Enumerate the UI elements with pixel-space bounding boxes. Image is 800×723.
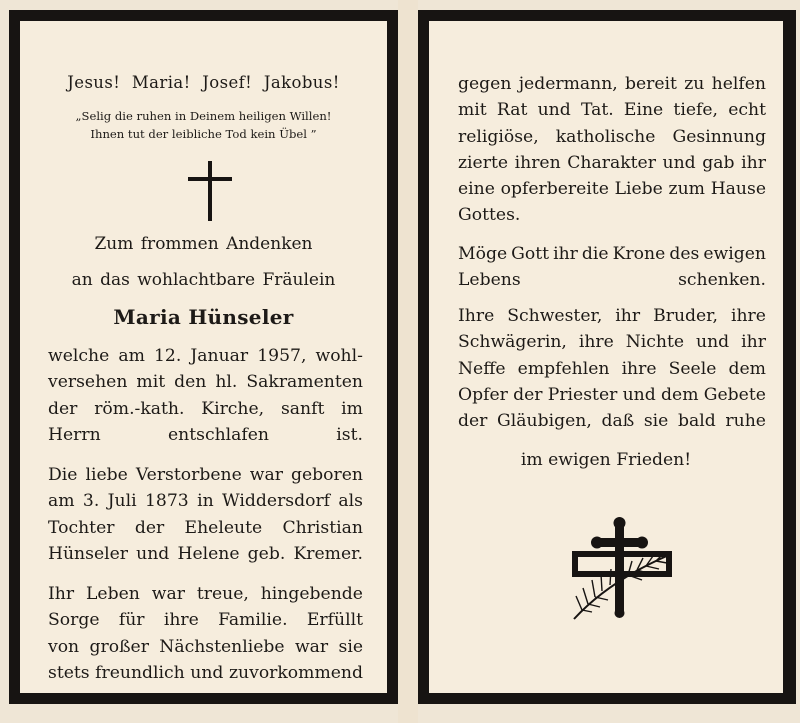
text-line	[458, 408, 766, 434]
text-line: Herrn entschlafen ist.	[48, 424, 363, 445]
word: Hünseler	[48, 543, 129, 564]
word: am	[48, 491, 75, 512]
word: der	[513, 384, 543, 405]
word: tiefe,	[673, 100, 718, 121]
intro-line: Zum frommen Andenken	[94, 234, 313, 254]
word: Schwägerin,	[458, 332, 567, 353]
word: 3.	[82, 491, 100, 512]
word: ihr	[615, 306, 641, 326]
word: der	[134, 517, 165, 538]
text-line	[48, 660, 363, 686]
scripture-quote	[50, 107, 357, 143]
word: religiöse,	[458, 126, 539, 147]
word: Widdersdorf	[222, 491, 331, 512]
word: und	[537, 100, 571, 121]
text-line: Gottes.	[458, 205, 521, 226]
word: ihre	[621, 358, 657, 379]
word: Januar	[190, 346, 249, 366]
word: in	[197, 491, 214, 512]
word: Sakramenten	[246, 372, 363, 393]
word: röm.-kath.	[94, 398, 185, 419]
text-line	[458, 97, 766, 123]
word: war	[151, 584, 185, 604]
word: treue,	[196, 584, 249, 604]
word: 12.	[153, 346, 182, 366]
text-line: Lebens schenken.	[458, 270, 766, 291]
invocation: Jesus! Maria! Josef! Jakobus!	[67, 73, 340, 92]
word: Möge	[458, 244, 508, 264]
word: Neffe	[458, 358, 506, 379]
word: ihren	[514, 152, 561, 173]
word: Schwester,	[507, 306, 603, 326]
word: für	[118, 610, 145, 631]
right-page	[418, 10, 796, 704]
word: Gott	[511, 244, 550, 264]
word: als	[338, 491, 363, 512]
word: ihr	[553, 244, 578, 264]
word: mit	[136, 372, 166, 393]
word: Juli	[107, 491, 137, 512]
word: Seele	[668, 358, 717, 379]
word: Bruder,	[653, 306, 718, 326]
closing-line: im ewigen Frieden!	[520, 450, 692, 470]
word: Krone	[612, 244, 666, 264]
word: Sorge	[48, 610, 100, 631]
word: Nichte	[625, 332, 685, 353]
word: großer	[89, 636, 149, 657]
quote-line: Ihnen tut der leibliche Tod kein Übel ”	[90, 127, 317, 141]
word: Ihr	[48, 584, 75, 604]
word: freundlich	[95, 662, 185, 683]
word: gegen	[458, 74, 512, 94]
latin-cross-icon	[188, 161, 232, 221]
paragraph-prayer	[458, 241, 766, 294]
word: dem	[661, 384, 699, 405]
word: Leben	[85, 584, 140, 604]
word: ihre	[730, 306, 766, 326]
word: und	[622, 384, 656, 405]
word: Ihre	[458, 306, 495, 326]
word: Gesinnung	[672, 126, 766, 147]
word: helfen	[711, 74, 766, 94]
text-line	[48, 369, 363, 395]
text-line	[458, 329, 766, 355]
word: Eine	[623, 100, 664, 121]
word: Familie.	[218, 610, 288, 631]
word: Rat	[496, 100, 528, 121]
word: versehen	[48, 372, 128, 393]
text-line	[48, 343, 363, 369]
paragraph-life	[48, 581, 363, 686]
word: und	[190, 662, 224, 683]
word: und	[696, 332, 730, 353]
word: Helene	[177, 543, 240, 564]
word: echt	[728, 100, 766, 121]
word: ihr	[741, 152, 766, 173]
word: bald	[678, 411, 716, 432]
word: 1873	[145, 491, 189, 512]
word: dem	[728, 358, 766, 379]
word: Erfüllt	[306, 610, 363, 631]
text-line	[48, 634, 363, 660]
word: sanft	[280, 398, 325, 419]
word: war	[249, 465, 283, 485]
word: Kirche,	[201, 398, 265, 419]
word: Nächstenliebe	[159, 636, 285, 657]
word: Charakter	[567, 152, 656, 173]
word: opferbereite	[500, 179, 609, 200]
word: am	[118, 346, 145, 366]
text-line	[48, 396, 363, 422]
word: wohl-	[315, 346, 363, 366]
word: Die	[48, 465, 78, 485]
word: sie	[338, 636, 363, 657]
text-line	[458, 241, 766, 267]
word: daß	[601, 411, 635, 432]
text-line	[48, 515, 363, 541]
paragraph-character	[458, 71, 766, 229]
word: Gläubigen,	[497, 411, 592, 432]
text-line	[48, 462, 363, 488]
word: eine	[458, 179, 495, 200]
text-line	[48, 581, 363, 607]
word: ruhe	[725, 411, 766, 432]
text-line	[48, 607, 363, 633]
paragraph-death-notice	[48, 343, 363, 448]
word: gab	[702, 152, 735, 173]
text-line	[458, 150, 766, 176]
word: stets	[48, 662, 90, 683]
text-line	[458, 382, 766, 408]
intro-line: an das wohlachtbare Fräulein	[71, 270, 336, 290]
text-line	[458, 356, 766, 382]
word: Kremer.	[293, 543, 363, 564]
word: jedermann,	[518, 74, 618, 94]
trefoil-cross-with-palm-icon	[564, 511, 679, 621]
text-line	[458, 71, 766, 97]
word: von	[48, 636, 80, 657]
word: ihre	[578, 332, 614, 353]
page-gutter	[398, 0, 418, 723]
word: ihr	[741, 332, 766, 353]
word: geboren	[290, 465, 363, 485]
word: Tat.	[580, 100, 614, 121]
word: und	[136, 543, 170, 564]
word: die	[581, 244, 609, 264]
word: Hause	[710, 179, 766, 200]
text-line	[458, 124, 766, 150]
word: Liebe	[614, 179, 663, 200]
word: Gebete	[703, 384, 766, 405]
word: hingebende	[260, 584, 363, 604]
word: des	[669, 244, 700, 264]
text-line	[458, 176, 766, 202]
word: der	[458, 411, 488, 432]
word: zu	[684, 74, 705, 94]
word: Christian	[282, 517, 363, 538]
word: Verstorbene	[135, 465, 242, 485]
word: bereit	[625, 74, 677, 94]
deceased-name: Maria Hünseler	[113, 305, 294, 329]
word: mit	[458, 100, 487, 121]
word: geb.	[247, 543, 286, 564]
word: der	[48, 398, 78, 419]
word: war	[294, 636, 329, 657]
text-line	[458, 303, 766, 329]
text-line	[48, 541, 363, 567]
word: zum	[668, 179, 705, 200]
paragraph-family	[458, 303, 766, 434]
word: liebe	[85, 465, 128, 485]
word: Tochter	[48, 517, 115, 538]
word: ewigen	[703, 244, 766, 264]
word: im	[341, 398, 363, 419]
quote-line: „Selig die ruhen in Deinem heiligen Willen!	[75, 109, 332, 123]
word: sie	[643, 411, 669, 432]
paragraph-birth	[48, 462, 363, 567]
word: katholische	[555, 126, 656, 147]
word: Eheleute	[184, 517, 263, 538]
word: ihre	[163, 610, 199, 631]
word: Opfer	[458, 384, 508, 405]
word: 1957,	[257, 346, 307, 366]
word: welche	[48, 346, 110, 366]
word: zuvorkommend	[228, 662, 363, 683]
word: empfehlen	[517, 358, 610, 379]
word: den	[174, 372, 207, 393]
word: und	[662, 152, 696, 173]
word: zierte	[458, 152, 509, 173]
left-page	[9, 10, 398, 704]
word: hl.	[215, 372, 238, 393]
word: Priester	[547, 384, 618, 405]
text-line	[48, 488, 363, 514]
